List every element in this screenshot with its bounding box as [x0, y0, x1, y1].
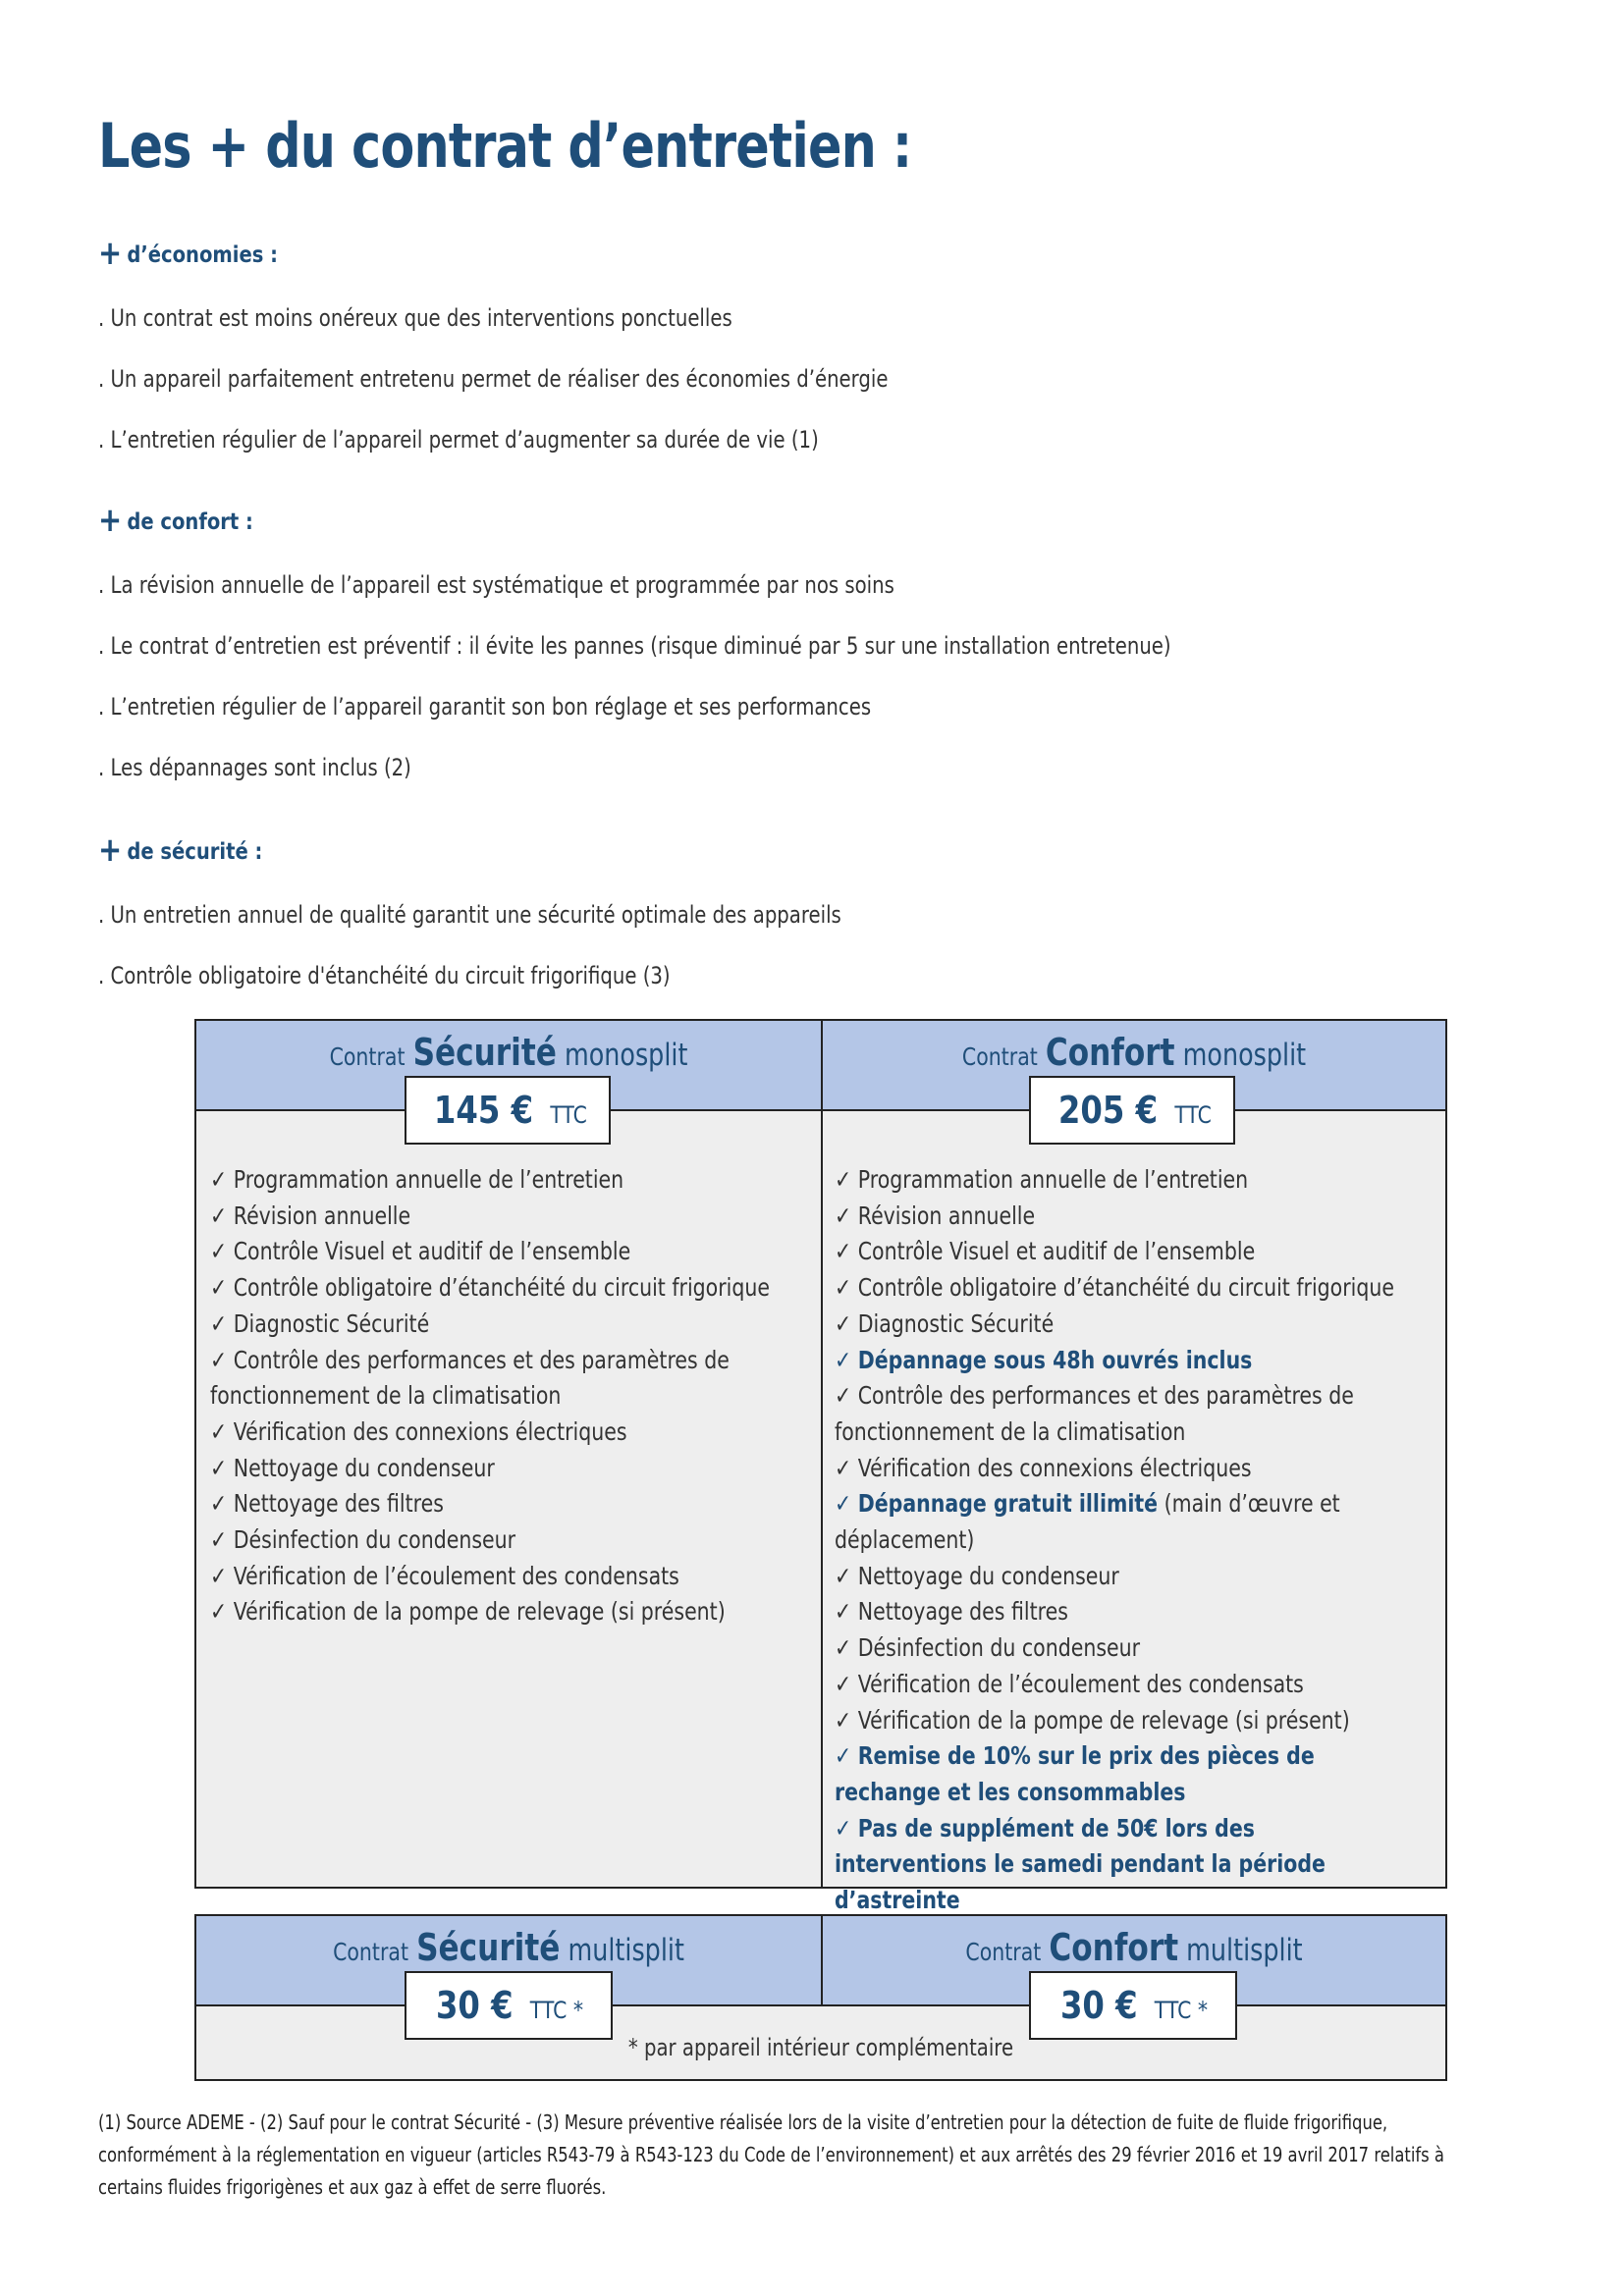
feature-item: ✓ Pas de supplément de 50€ lors des interventions le samedi pendant la période d’astreinte: [835, 1813, 1326, 1915]
checkmark-icon: ✓: [835, 1381, 852, 1411]
feature-item: ✓ Vérification de la pompe de relevage (si présent): [210, 1597, 726, 1627]
feature-item: ✓ Nettoyage du condenseur: [210, 1453, 495, 1482]
checkmark-icon: ✓: [210, 1489, 228, 1519]
checkmark-icon: ✓: [835, 1453, 852, 1482]
checkmark-icon: ✓: [835, 1237, 852, 1266]
feature-item: ✓ Programmation annuelle de l’entretien: [835, 1165, 1249, 1194]
checkmark-icon: ✓: [835, 1597, 852, 1627]
feature-item: ✓ Dépannage gratuit illimité (main d’œuvre et déplacement): [835, 1489, 1340, 1555]
feature-item: ✓ Révision annuelle: [210, 1201, 411, 1230]
feature-item: ✓ Contrôle obligatoire d’étanchéité du circuit frigorique: [210, 1273, 770, 1303]
checkmark-icon: ✓: [835, 1345, 852, 1374]
bullet-item: . L’entretien régulier de l’appareil permet d’augmenter sa durée de vie (1): [98, 426, 819, 454]
checkmark-icon: ✓: [835, 1669, 852, 1698]
feature-item: ✓ Vérification de l’écoulement des condensats: [835, 1669, 1304, 1698]
column-divider: [821, 1916, 823, 2006]
securite-feature-list: [210, 1162, 897, 1630]
checkmark-icon: ✓: [835, 1741, 852, 1771]
securite-monosplit-title: Contrat Sécurité monosplit: [329, 1031, 688, 1074]
bullet-item: . Un appareil parfaitement entretenu permet de réaliser des économies d’énergie: [98, 365, 889, 393]
page-title: Les + du contrat d’entretien :: [98, 110, 912, 182]
multisplit-note: * par appareil intérieur complémentaire: [627, 2034, 1014, 2061]
feature-item: ✓ Désinfection du condenseur: [210, 1525, 516, 1555]
multisplit-table: [194, 1914, 1447, 2081]
bullet-item: . Le contrat d’entretien est préventif : il évite les pannes (risque diminué par 5 sur une installation entretenue): [98, 632, 1171, 660]
section-heading-securite: + de sécurité :: [98, 830, 263, 870]
checkmark-icon: ✓: [210, 1237, 228, 1266]
checkmark-icon: ✓: [210, 1308, 228, 1338]
section-heading-economies: + d’économies :: [98, 234, 278, 273]
plus-icon: +: [98, 501, 123, 540]
checkmark-icon: ✓: [210, 1416, 228, 1446]
plus-icon: +: [98, 234, 123, 273]
checkmark-icon: ✓: [835, 1308, 852, 1338]
checkmark-icon: ✓: [210, 1345, 228, 1374]
bullet-item: . Les dépannages sont inclus (2): [98, 754, 411, 781]
feature-item: ✓ Contrôle Visuel et auditif de l’ensemble: [210, 1237, 631, 1266]
checkmark-icon: ✓: [835, 1489, 852, 1519]
checkmark-icon: ✓: [210, 1165, 228, 1194]
footnote: (1) Source ADEME - (2) Sauf pour le contrat Sécurité - (3) Mesure préventive réalisée lors de la visite d’entretien pour la détection de fuite de fluide frigorifique, conformément à la réglementation en vigueur (articles R543-79 à R543-123 du Code de l’environnement) et aux arrêtés des 29 février 2016 et 19 avril 2017 relatifs à certains fluides frigorigènes et aux gaz à effet de serre fluorés.: [98, 2110, 1444, 2199]
feature-item: ✓ Vérification de la pompe de relevage (si présent): [835, 1705, 1350, 1735]
checkmark-icon: ✓: [835, 1561, 852, 1590]
checkmark-icon: ✓: [835, 1705, 852, 1735]
checkmark-icon: ✓: [835, 1165, 852, 1194]
bullet-item: . Un contrat est moins onéreux que des interventions ponctuelles: [98, 304, 732, 332]
confort-monosplit-title: Contrat Confort monosplit: [961, 1031, 1307, 1074]
checkmark-icon: ✓: [835, 1813, 852, 1842]
feature-item: ✓ Dépannage sous 48h ouvrés inclus: [835, 1345, 1253, 1374]
feature-item: ✓ Diagnostic Sécurité: [835, 1308, 1055, 1338]
monosplit-table: [194, 1019, 1447, 1915]
checkmark-icon: ✓: [210, 1525, 228, 1555]
feature-item: ✓ Nettoyage des filtres: [210, 1489, 444, 1519]
securite-monosplit-price: 145 € TTC: [405, 1076, 611, 1145]
bullet-item: . L’entretien régulier de l’appareil garantit son bon réglage et ses performances: [98, 693, 872, 721]
feature-item: ✓ Programmation annuelle de l’entretien: [210, 1165, 624, 1194]
feature-item: ✓ Nettoyage des filtres: [835, 1597, 1068, 1627]
feature-item: ✓ Remise de 10% sur le prix des pièces de rechange et les consommables: [835, 1741, 1315, 1806]
feature-item: ✓ Désinfection du condenseur: [835, 1633, 1141, 1663]
feature-item: ✓ Contrôle Visuel et auditif de l’ensemble: [835, 1237, 1256, 1266]
checkmark-icon: ✓: [835, 1273, 852, 1303]
securite-multisplit-price: 30 € TTC *: [405, 1971, 613, 2040]
bullet-item: . Un entretien annuel de qualité garantit une sécurité optimale des appareils: [98, 901, 841, 929]
confort-multisplit-price: 30 € TTC *: [1029, 1971, 1237, 2040]
securite-multisplit-title: Contrat Sécurité multisplit: [333, 1926, 684, 1969]
checkmark-icon: ✓: [210, 1453, 228, 1482]
confort-monosplit-price: 205 € TTC: [1029, 1076, 1235, 1145]
bullet-item: . Contrôle obligatoire d'étanchéité du circuit frigorifique (3): [98, 962, 671, 989]
feature-item: ✓ Contrôle des performances et des paramètres de fonctionnement de la climatisation: [210, 1345, 730, 1411]
feature-item: ✓ Vérification des connexions électriques: [210, 1416, 627, 1446]
feature-item: ✓ Vérification de l’écoulement des condensats: [210, 1561, 679, 1590]
feature-item: ✓ Diagnostic Sécurité: [210, 1308, 430, 1338]
confort-feature-list: [835, 1162, 1522, 1919]
checkmark-icon: ✓: [210, 1273, 228, 1303]
section-heading-confort: + de confort :: [98, 501, 253, 540]
feature-item: ✓ Nettoyage du condenseur: [835, 1561, 1119, 1590]
checkmark-icon: ✓: [835, 1201, 852, 1230]
feature-item: ✓ Vérification des connexions électriques: [835, 1453, 1252, 1482]
feature-item: ✓ Révision annuelle: [835, 1201, 1036, 1230]
feature-item: ✓ Contrôle obligatoire d’étanchéité du circuit frigorique: [835, 1273, 1394, 1303]
plus-icon: +: [98, 830, 123, 870]
checkmark-icon: ✓: [210, 1201, 228, 1230]
checkmark-icon: ✓: [210, 1597, 228, 1627]
confort-multisplit-title: Contrat Confort multisplit: [965, 1926, 1303, 1969]
checkmark-icon: ✓: [210, 1561, 228, 1590]
bullet-item: . La révision annuelle de l’appareil est systématique et programmée par nos soins: [98, 571, 894, 599]
checkmark-icon: ✓: [835, 1633, 852, 1663]
feature-item: ✓ Contrôle des performances et des paramètres de fonctionnement de la climatisation: [835, 1381, 1354, 1446]
